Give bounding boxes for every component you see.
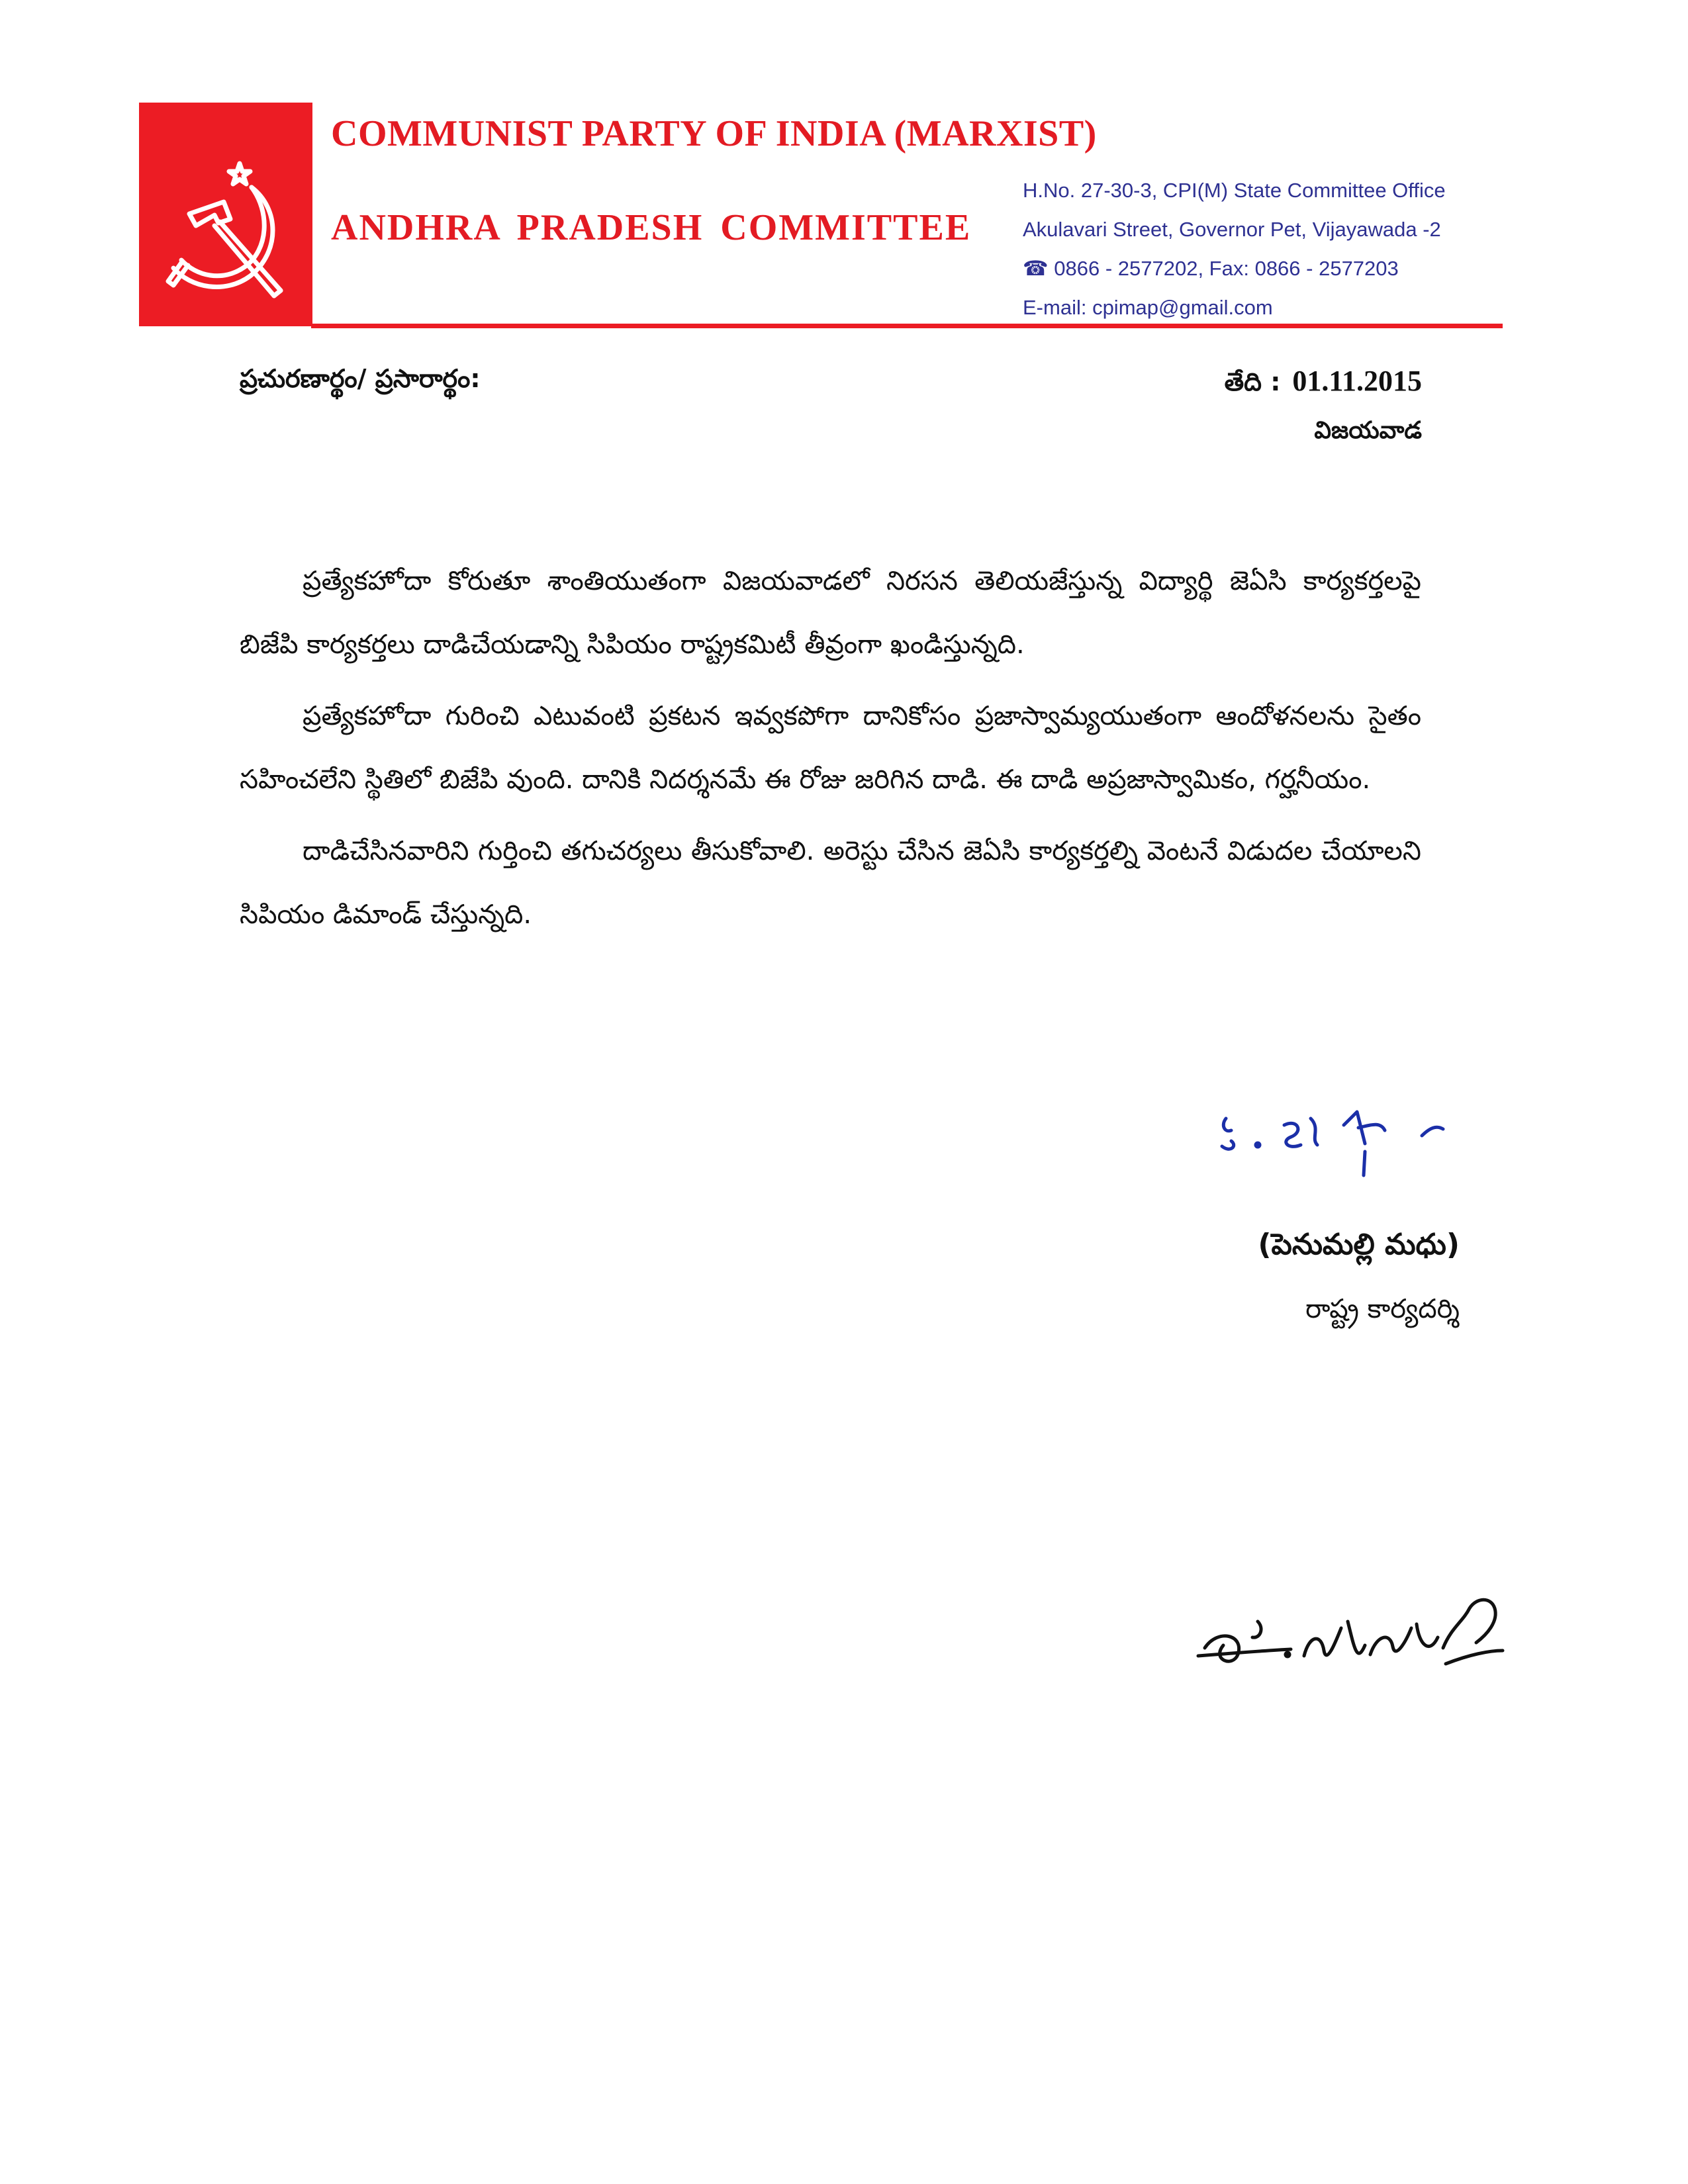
paragraph-2: ప్రత్యేకహోదా గురించి ఎటువంటి ప్రకటన ఇవ్వకపోగా దానికోసం ప్రజాస్వామ్యయుతంగా ఆందోళనలను సైతం సహించలేని స్థితిలో బిజేపి వుంది. దానికి నిదర్శనమే ఈ రోజు జరిగిన దాడి. ఈ దాడి అప్రజాస్వామికం, గర్హనీయం. <box>240 701 1421 795</box>
paragraph-1: ప్రత్యేకహోదా కోరుతూ శాంతియుతంగా విజయవాడలో నిరసన తెలియజేస్తున్న విద్యార్థి జెఏసి కార్యకర్తలపై బిజేపి కార్యకర్తలు దాడిచేయడాన్ని సిపియం రాష్ట్రకమిటీ తీవ్రంగా ఖండిస్తున్నది. <box>240 566 1421 660</box>
contact-address-block <box>1023 171 1592 327</box>
letter-body <box>240 549 1421 954</box>
organization-name: COMMUNIST PARTY OF INDIA (MARXIST) <box>331 113 1097 154</box>
address-line-1: H.No. 27-30-3, CPI(M) State Committee Office <box>1023 179 1446 202</box>
date-label: తేది : <box>1224 367 1281 396</box>
committee-name: ANDHRA PRADESH COMMITTEE <box>331 207 972 248</box>
second-signature <box>1192 1582 1509 1704</box>
signatory-name: (పెనుమల్లి మధు) <box>1258 1228 1460 1261</box>
address-line-2: Akulavari Street, Governor Pet, Vijayawada -2 <box>1023 218 1441 241</box>
paragraph-3: దాడిచేసినవారిని గుర్తించి తగుచర్యలు తీసుకోవాలి. అరెస్టు చేసిన జెఏసి కార్యకర్తల్ని వెంటనే విడుదల చేయాలని సిపియం డిమాండ్ చేస్తున్నది. <box>240 836 1421 930</box>
signatory-title: రాష్ట్ర కార్యదర్శి <box>1305 1294 1460 1324</box>
hammer-sickle-star-icon <box>139 103 312 326</box>
party-logo <box>139 103 312 326</box>
phone-icon: ☎ <box>1023 257 1049 280</box>
letterhead-divider <box>311 324 1503 328</box>
date-value: 01.11.2015 <box>1292 365 1422 397</box>
phone-line <box>1023 249 1592 288</box>
date-line <box>1225 364 1422 403</box>
phone-numbers: 0866 - 2577202, Fax: 0866 - 2577203 <box>1054 257 1399 280</box>
email-line: E-mail: cpimap@gmail.com <box>1023 296 1273 319</box>
for-publication-heading: ప్రచురణార్థం/ ప్రసారార్థం: <box>240 364 481 393</box>
place-name: విజయవాడ <box>1314 417 1422 444</box>
signature-penumalli-madhu <box>1211 1099 1489 1194</box>
